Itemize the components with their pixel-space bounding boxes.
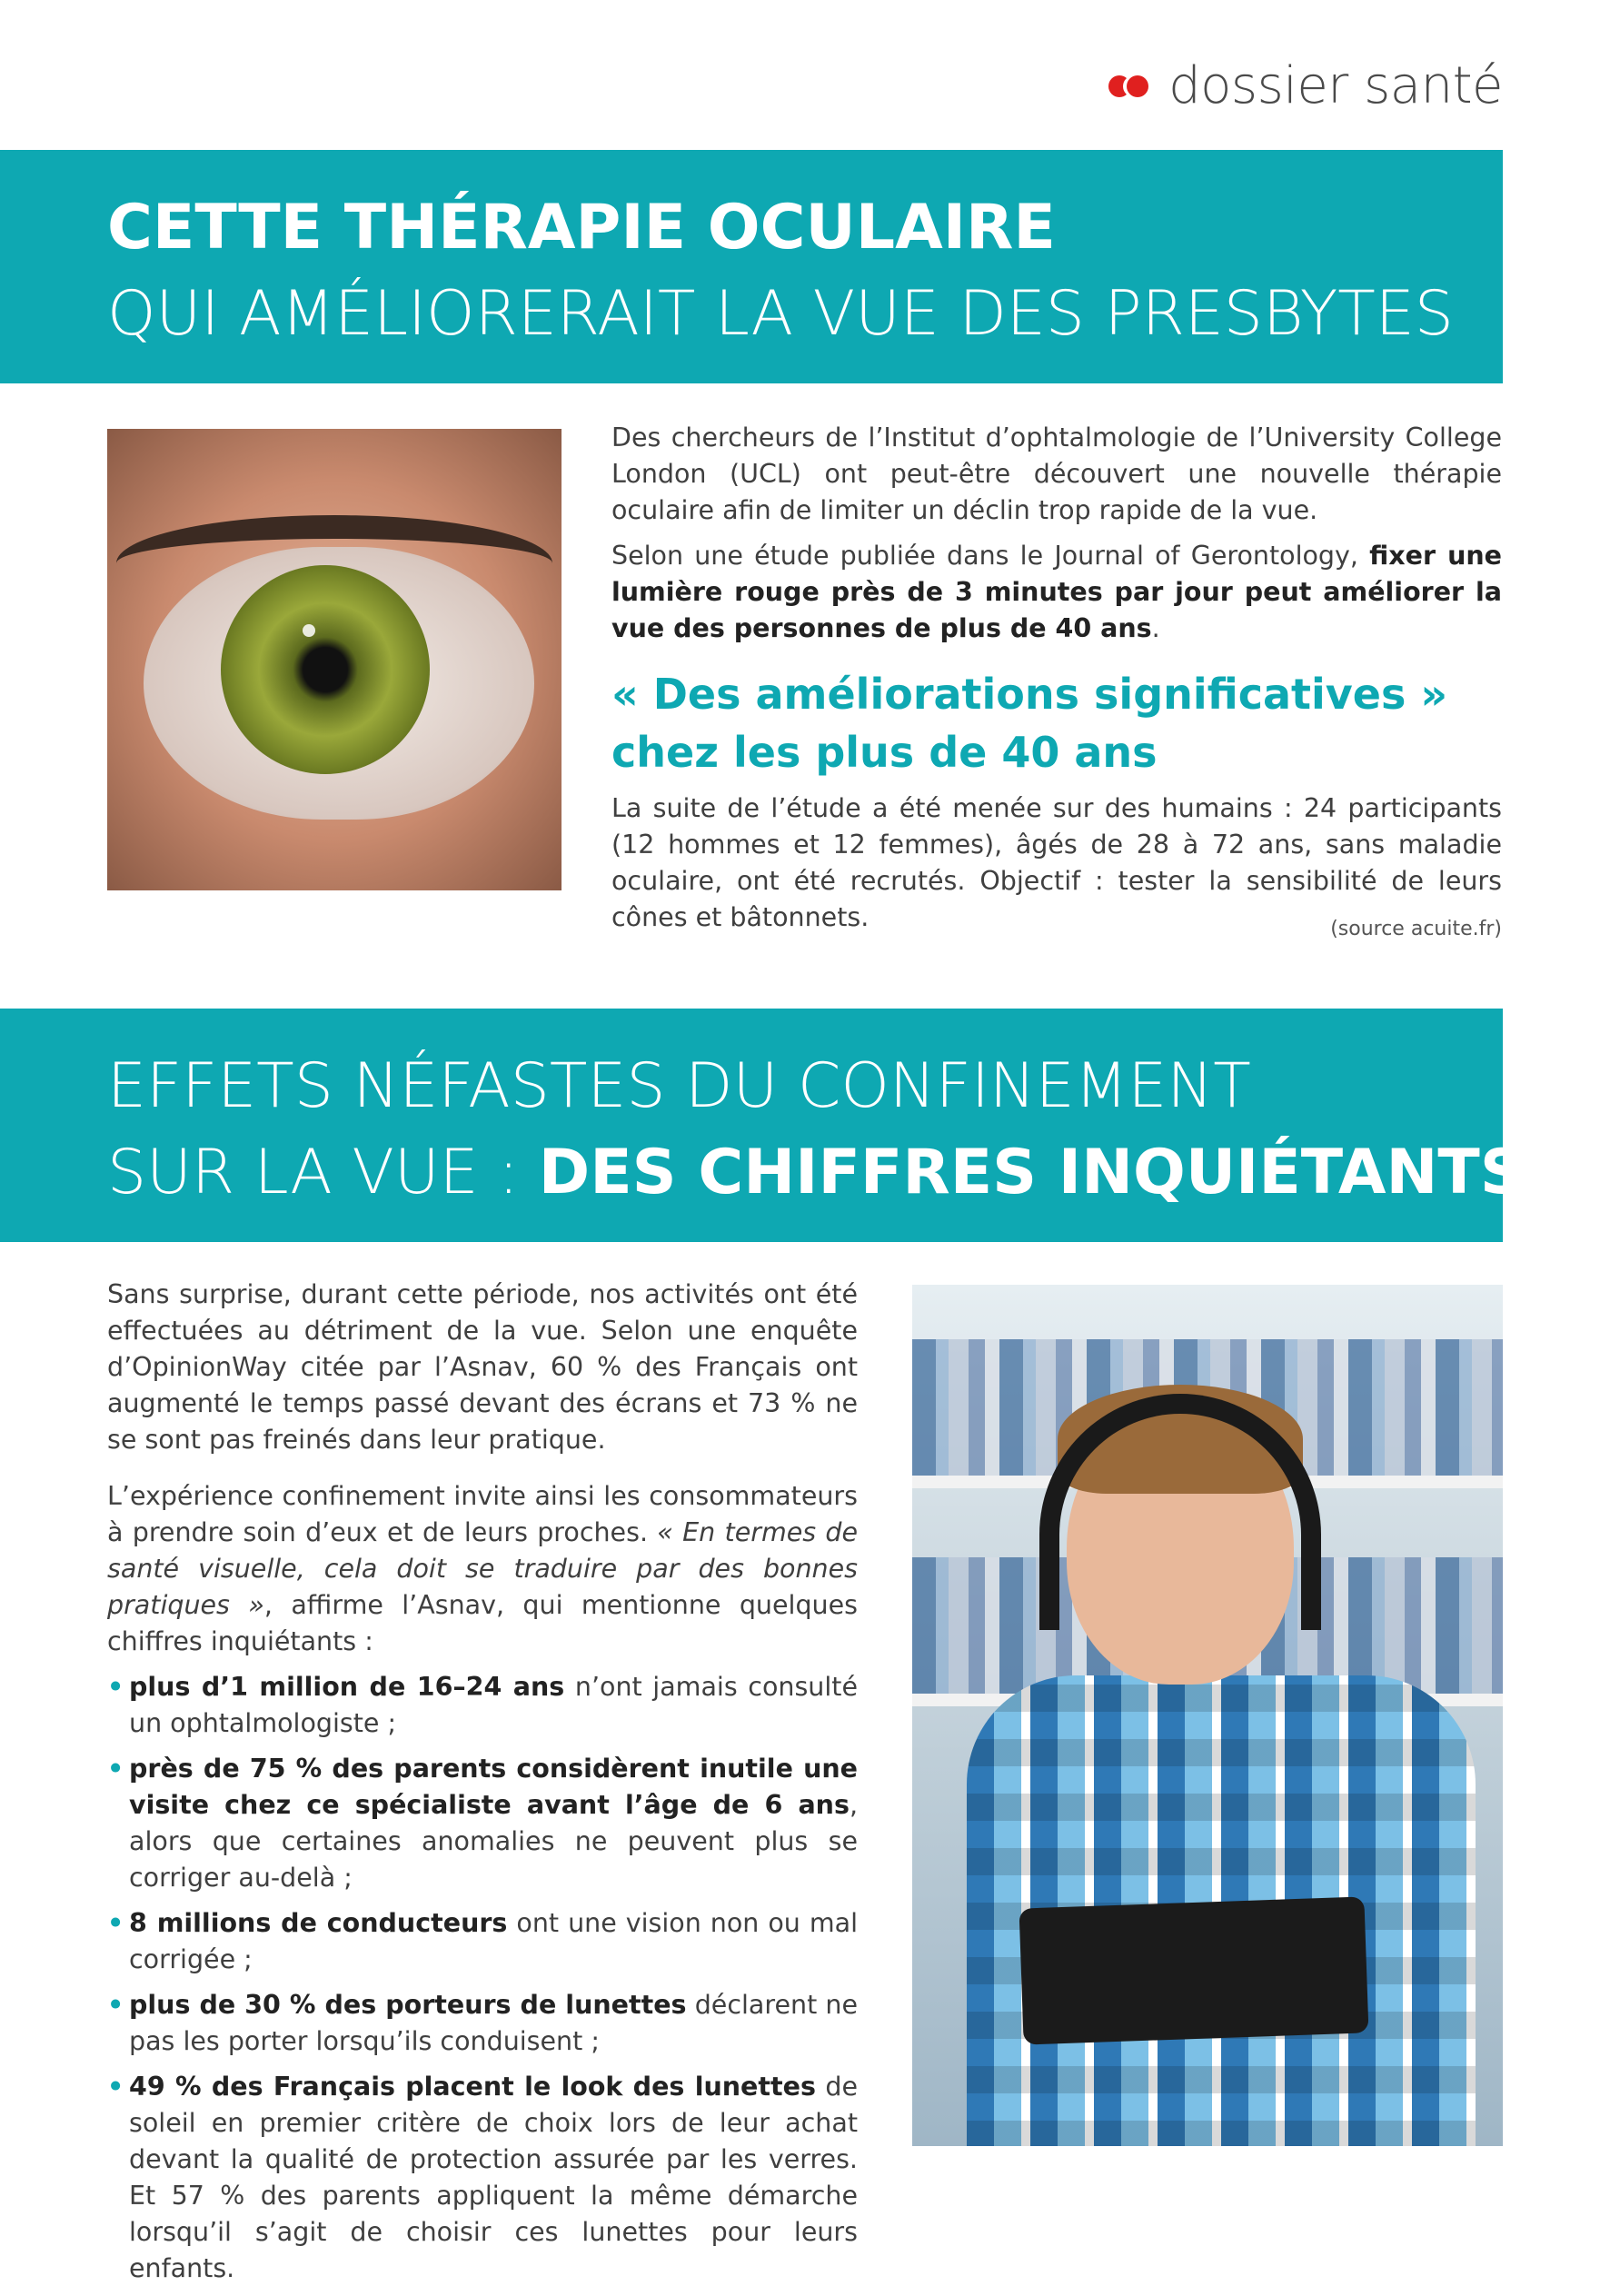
bullet-highlight: près de 75 % des parents considèrent inutile une visite chez ce spécialiste avant l’âge de 6 ans: [129, 1754, 858, 1820]
list-item: [107, 1669, 858, 1742]
brand-logo-dots: [1107, 73, 1156, 100]
list-item: [107, 1905, 858, 1978]
eye-iris: [221, 565, 430, 774]
article2-title-line1: EFFETS NÉFASTES DU CONFINEMENT: [107, 1050, 1251, 1122]
eye-glint: [303, 624, 315, 637]
article1-p2-highlight: fixer une lumière rouge près de 3 minutes par jour peut améliorer la vue des personnes de plus de 40 ans: [611, 541, 1502, 643]
list-item: [107, 1751, 858, 1896]
bullet-highlight: 49 % des Français placent le look des lunettes: [129, 2072, 816, 2102]
article2-body: [107, 1277, 858, 2296]
brand-dot-right: [1127, 75, 1148, 97]
eye-photo: [107, 429, 562, 890]
article1-subheading: [611, 665, 1502, 781]
bullet-text: de soleil en premier critère de choix lors de leur achat devant la qualité de protection assurée par les verres. Et 57 % des parents appliquent la même démarche lorsqu’il s’agit de choisir ces lunettes pour leurs enfants.: [129, 2072, 858, 2283]
article1-paragraph-3: La suite de l’étude a été menée sur des humains : 24 participants (12 hommes et 12 femmes), âgés de 28 à 72 ans, sans maladie oculaire, ont été recrutés. Objectif : tester la sensibilité de leurs cônes et bâtonnets.: [611, 793, 1502, 932]
article2-paragraph-1: Sans surprise, durant cette période, nos activités ont été effectuées au détriment de la vue. Selon une enquête d’OpinionWay citée par l’Asnav, 60 % des Français ont augmenté le temps passé devant des écrans et 73 % ne se sont pas freinés dans leur pratique.: [107, 1279, 858, 1455]
boy-with-tablet-photo: [912, 1285, 1503, 2146]
bullet-highlight: plus de 30 % des porteurs de lunettes: [129, 1990, 687, 2020]
article1-subheading-line1: « Des améliorations significatives »: [611, 670, 1448, 719]
article1-source: (source acuite.fr): [1330, 918, 1502, 940]
brand-header: [1107, 56, 1503, 115]
bullet-text: , alors que certaines anomalies ne peuvent plus se corriger au-delà ;: [129, 1790, 858, 1893]
article1-intro: [611, 420, 1502, 647]
bullet-text: n’ont jamais consulté un ophtalmologiste ;: [129, 1672, 858, 1738]
article2-p2-start: L’expérience confinement invite ainsi les consommateurs à prendre soin d’eux et de leurs proches.: [107, 1481, 858, 1547]
bullet-text: déclarent ne pas les porter lorsqu’ils conduisent ;: [129, 1990, 859, 2056]
article1-subheading-line2: chez les plus de 40 ans: [611, 728, 1158, 777]
article1-paragraph-2: [611, 538, 1502, 647]
bullet-highlight: 8 millions de conducteurs: [129, 1908, 508, 1938]
article1-paragraph-1: Des chercheurs de l’Institut d’ophtalmologie de l’University College London (UCL) ont peut-être découvert une nouvelle thérapie oculaire afin de limiter un déclin trop rapide de la vue.: [611, 422, 1502, 525]
brand-title: dossier santé: [1168, 56, 1503, 115]
article1-banner: [0, 150, 1503, 383]
article1-body: [611, 790, 1502, 936]
article1-p2-start: Selon une étude publiée dans le Journal of Gerontology,: [611, 541, 1370, 571]
article2-p2-end: , affirme l’Asnav, qui mentionne quelques chiffres inquiétants :: [107, 1590, 858, 1656]
article2-banner: [0, 1009, 1525, 1242]
article2-paragraph-2: [107, 1478, 858, 1660]
list-item: [107, 2069, 858, 2287]
article2-bullet-list: [107, 1669, 858, 2287]
article1-title-line2: QUI AMÉLIORERAIT LA VUE DES PRESBYTES: [107, 278, 1454, 350]
article2-title-line2: [107, 1137, 1525, 1208]
article1-p2-end: .: [1151, 613, 1160, 643]
article2-title-line2-bold: DES CHIFFRES INQUIÉTANTS: [538, 1137, 1525, 1208]
article2-p2-quote: « En termes de santé visuelle, cela doit se traduire par des bonnes pratiques »: [107, 1517, 858, 1620]
bullet-highlight: plus d’1 million de 16–24 ans: [129, 1672, 565, 1702]
list-item: [107, 1987, 858, 2060]
bullet-text: ont une vision non ou mal corrigée ;: [129, 1908, 859, 1974]
tablet-device: [1019, 1896, 1368, 2044]
article2-title-line2-light: SUR LA VUE :: [107, 1137, 539, 1208]
article1-title-line1: CETTE THÉRAPIE OCULAIRE: [107, 192, 1056, 263]
